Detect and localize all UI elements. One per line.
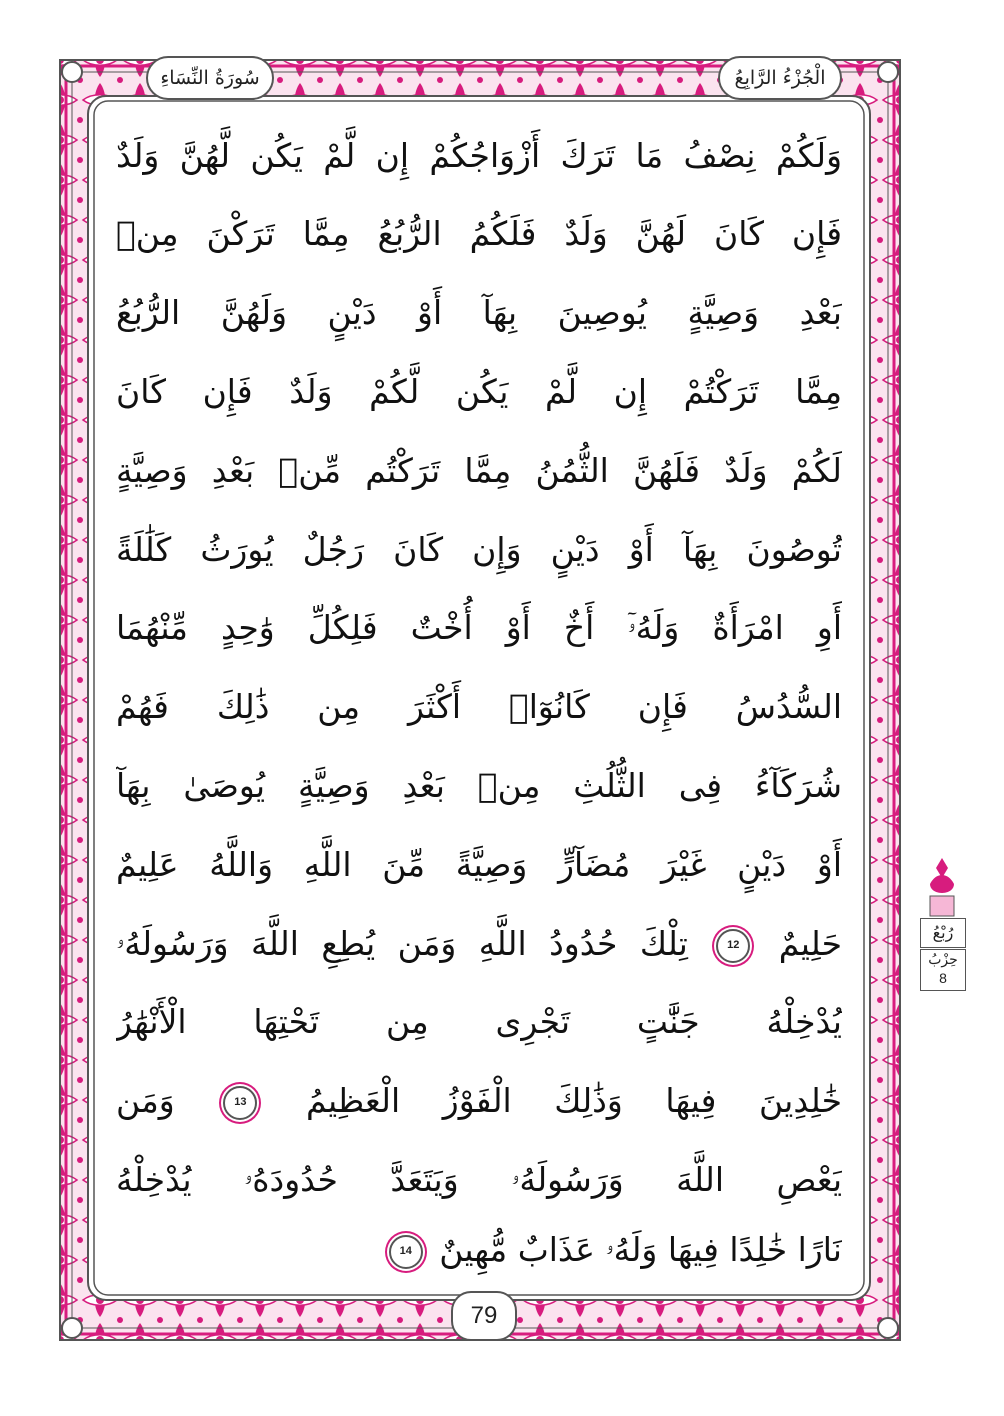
- quran-text-panel: [96, 103, 862, 1293]
- ayah-number-marker: 14: [389, 1235, 423, 1269]
- verse-text: حَلِيمٌ: [778, 924, 842, 963]
- hizb-number: 8: [939, 970, 947, 986]
- verse-line-15: [116, 1209, 842, 1291]
- verse-line-10: [116, 824, 842, 906]
- hizb-label: [920, 949, 966, 991]
- verse-text: يُدْخِلْهُ جَنَّٰتٍ تَجْرِى مِن تَحْتِهَا الْأَنْهَٰرُ: [116, 1002, 842, 1041]
- verse-line-7: [116, 587, 842, 669]
- verse-text: نَارًا خَٰلِدًا فِيهَا وَلَهُۥ عَذَابٌ مُّهِينٌ: [439, 1230, 842, 1269]
- verse-text: شُرَكَآءُ فِى الثُّلُثِ مِنۢ بَعْدِ وَصِيَّةٍ يُوصَىٰ بِهَآ: [116, 766, 842, 805]
- verse-line-12: [116, 981, 842, 1063]
- verse-line-8: [116, 666, 842, 748]
- verse-line-11: [116, 903, 842, 985]
- verse-text: خَٰلِدِينَ فِيهَا وَذَٰلِكَ الْفَوْزُ الْعَظِيمُ: [306, 1081, 842, 1120]
- verse-text: وَلَكُمْ نِصْفُ مَا تَرَكَ أَزْوَاجُكُمْ إِن لَّمْ يَكُن لَّهُنَّ وَلَدٌ: [116, 136, 842, 175]
- verse-line-5: [116, 430, 842, 512]
- verse-text: فَإِن كَانَ لَهُنَّ وَلَدٌ فَلَكُمُ الرُّبُعُ مِمَّا تَرَكْنَ مِنۢ: [116, 214, 842, 253]
- verse-line-13: [116, 1060, 842, 1142]
- surah-title: سُورَةُ النِّسَاءِ: [146, 56, 274, 100]
- hizb-word: حِزْبُ: [928, 952, 958, 968]
- verse-line-4: [116, 351, 842, 433]
- verse-text: تُوصُونَ بِهَآ أَوْ دَيْنٍ وَإِن كَانَ رَجُلٌ يُورَثُ كَلَٰلَةً: [116, 530, 842, 569]
- verse-text: يَعْصِ اللَّهَ وَرَسُولَهُۥ وَيَتَعَدَّ حُدُودَهُۥ يُدْخِلْهُ: [116, 1160, 842, 1199]
- verse-line-9: [116, 745, 842, 827]
- verse-text: السُّدُسُ فَإِن كَانُوٓا۟ أَكْثَرَ مِن ذَٰلِكَ فَهُمْ: [116, 687, 842, 726]
- verse-line-3: [116, 272, 842, 354]
- juz-label: الْجُزْءُ الرَّابِعُ: [718, 56, 842, 100]
- verse-text: وَمَن: [116, 1081, 175, 1120]
- ayah-number-marker: 13: [223, 1086, 257, 1120]
- verse-text: أَوْ دَيْنٍ غَيْرَ مُضَآرٍّ وَصِيَّةً مِّنَ اللَّهِ وَاللَّهُ عَلِيمٌ: [116, 845, 842, 884]
- verse-text: أَوِ امْرَأَةٌ وَلَهُۥٓ أَخٌ أَوْ أُخْتٌ فَلِكُلِّ وَٰحِدٍ مِّنْهُمَا: [116, 608, 842, 647]
- verse-text: لَكُمْ وَلَدٌ فَلَهُنَّ الثُّمُنُ مِمَّا تَرَكْتُم مِّنۢ بَعْدِ وَصِيَّةٍ: [116, 451, 842, 490]
- ayah-number-marker: 12: [716, 929, 750, 963]
- page-number: 79: [451, 1291, 517, 1341]
- verse-text: بَعْدِ وَصِيَّةٍ يُوصِينَ بِهَآ أَوْ دَيْنٍ وَلَهُنَّ الرُّبُعُ: [116, 293, 842, 332]
- verse-text: تِلْكَ حُدُودُ اللَّهِ وَمَن يُطِعِ اللَّهَ وَرَسُولَهُۥ: [116, 924, 688, 963]
- verse-line-1: [116, 115, 842, 197]
- verse-line-2: [116, 193, 842, 275]
- hizb-quarter-label: رُبْعُ: [920, 918, 966, 948]
- verse-line-6: [116, 509, 842, 591]
- verse-text: مِمَّا تَرَكْتُمْ إِن لَّمْ يَكُن لَّكُمْ وَلَدٌ فَإِن كَانَ: [116, 372, 842, 411]
- hizb-marker: [916, 862, 968, 992]
